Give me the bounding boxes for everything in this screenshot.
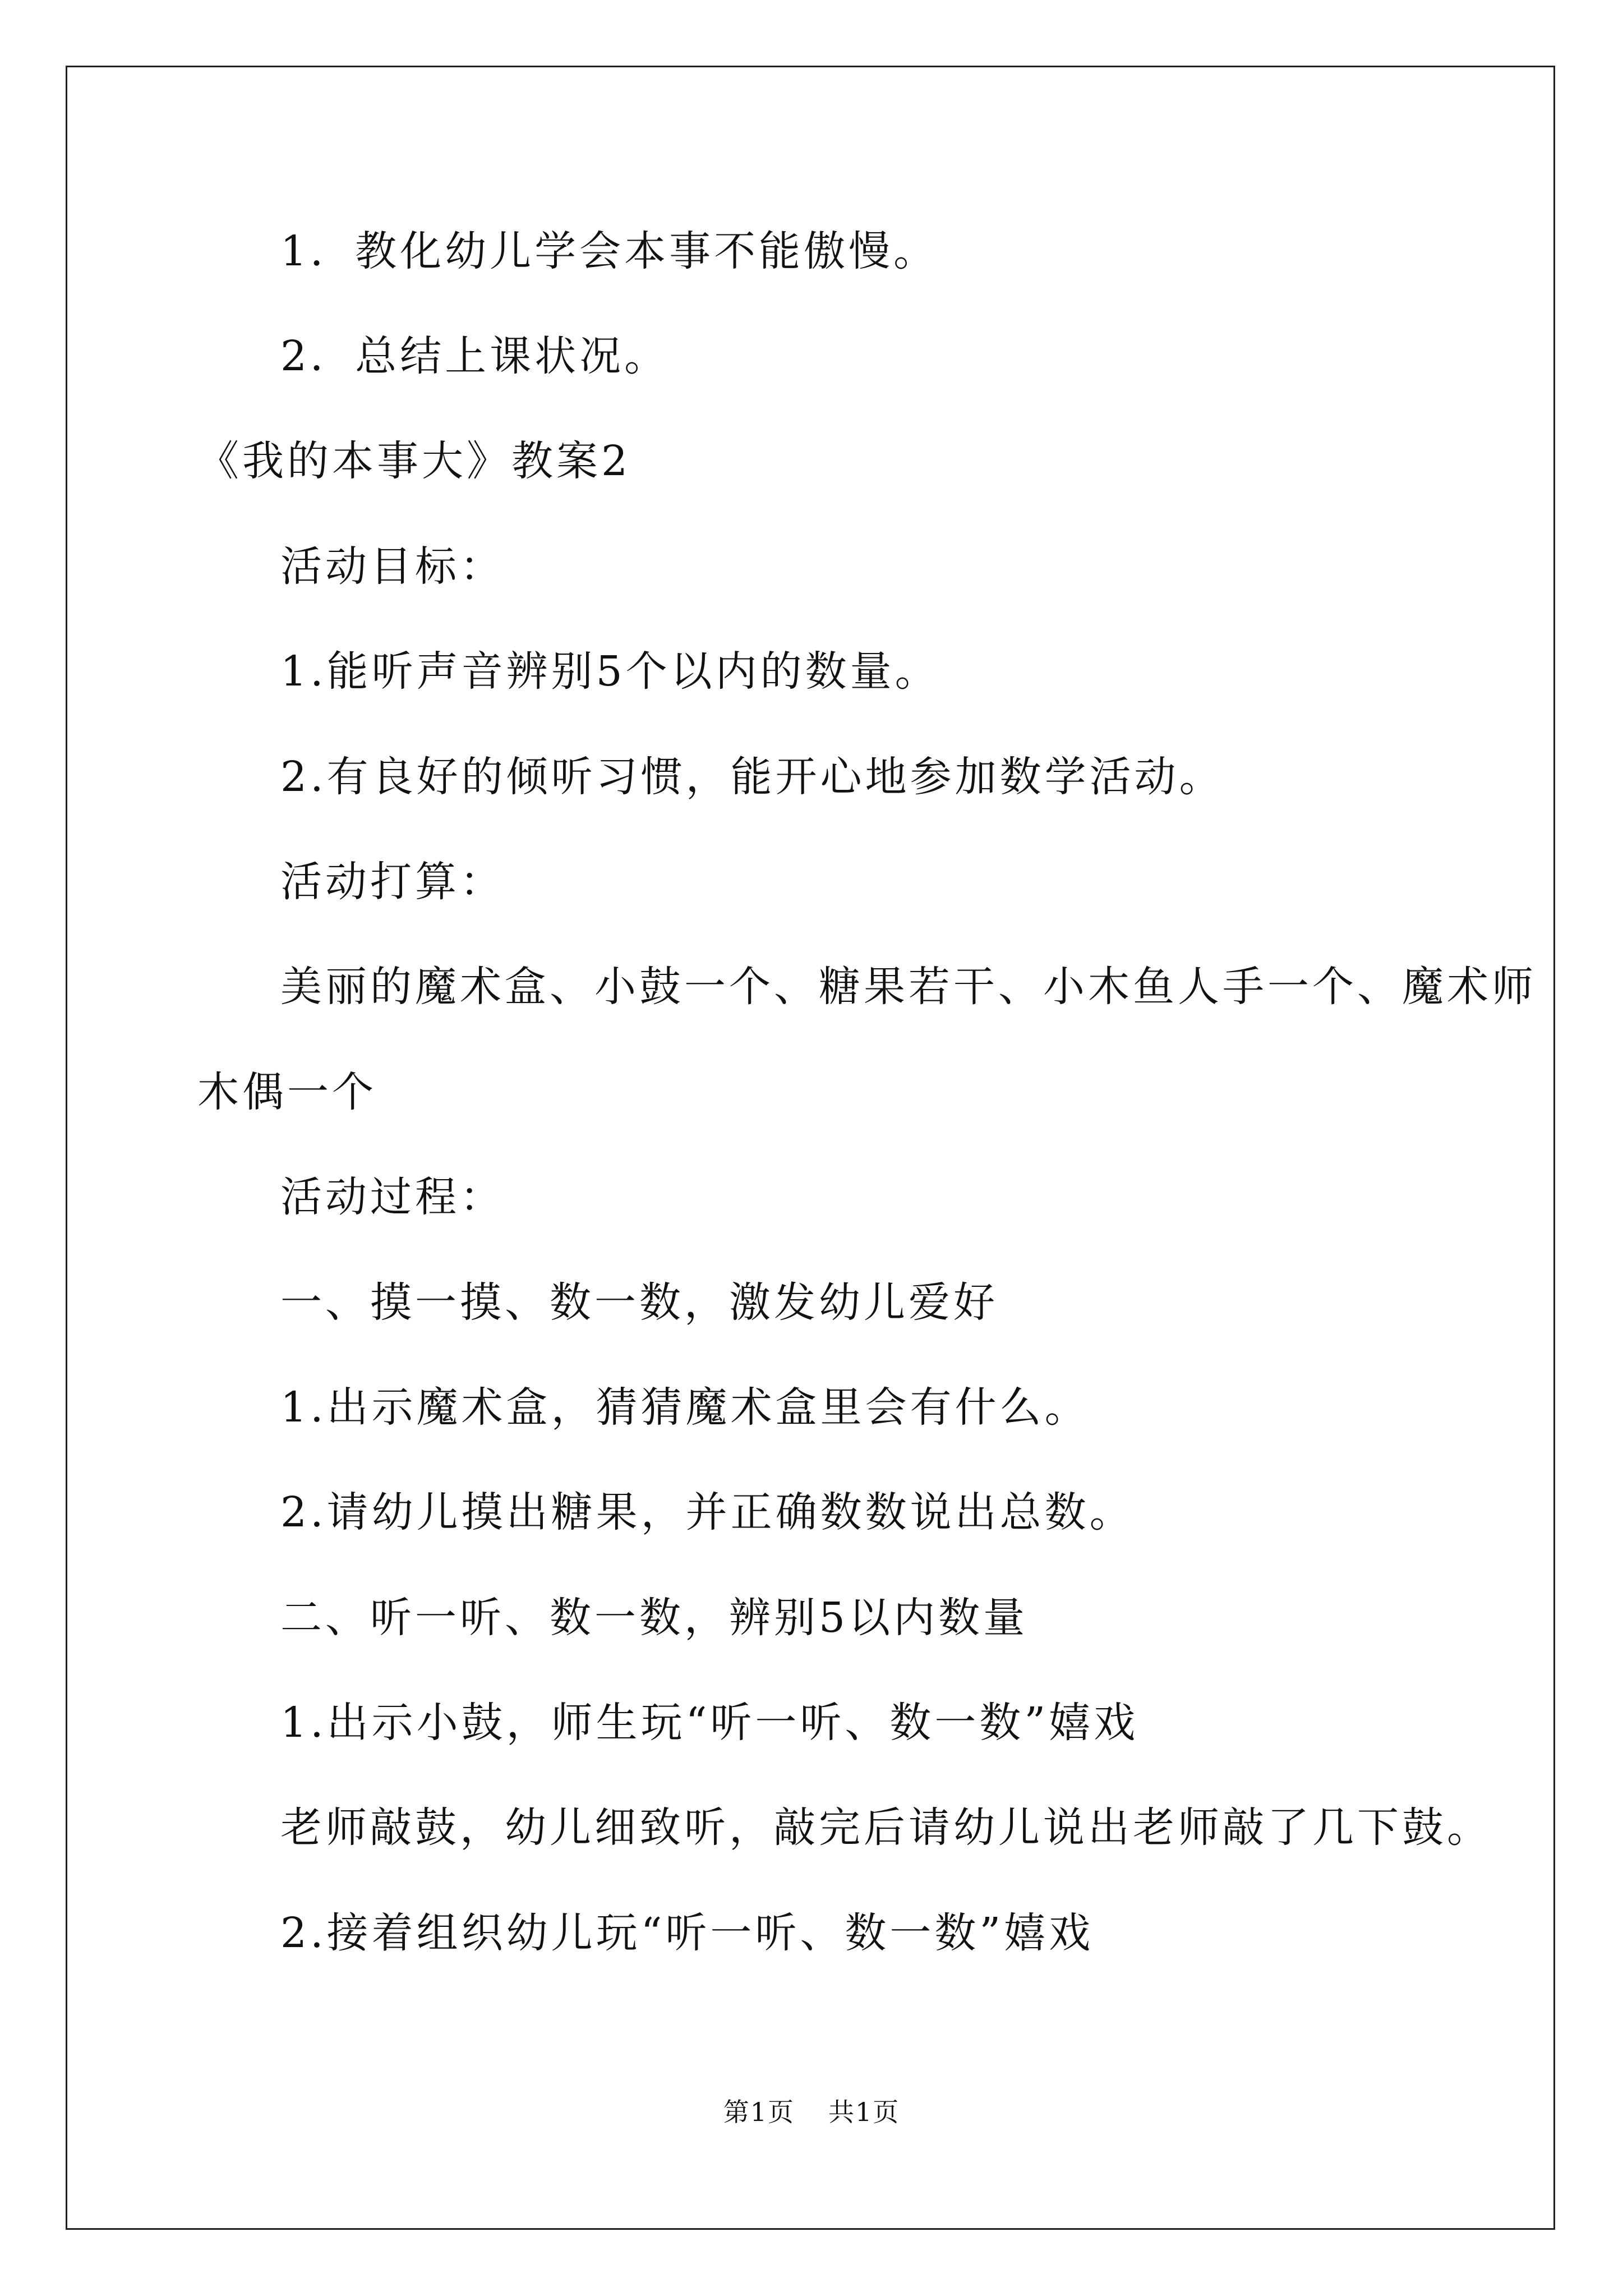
paragraph-step-two: 二、听一听、数一数，辨别5以内数量 [280,1594,1029,1642]
section-heading: 《我的本事大》教案2 [197,437,631,485]
paragraph-activity-goals: 活动目标： [280,542,505,591]
paragraph-step-one-1: 1.出示魔术盒，猜猜魔术盒里会有什么。 [280,1383,1090,1432]
paragraph-step-two-2: 2.接着组织幼儿玩“听一听、数一数”嬉戏 [280,1909,1094,1957]
paragraph-materials-cont: 木偶一个 [197,1068,377,1116]
paragraph-step-two-1: 1.出示小鼓，师生玩“听一听、数一数”嬉戏 [280,1699,1139,1747]
total-pages-label: 共1页 [828,2097,900,2127]
paragraph-materials: 美丽的魔术盒、小鼓一个、糖果若干、小木鱼人手一个、魔术师 [280,963,1537,1011]
paragraph-activity-process: 活动过程： [280,1173,505,1221]
page-footer [0,2095,1623,2129]
paragraph-step-one-2: 2.请幼儿摸出糖果，并正确数数说出总数。 [280,1488,1135,1536]
paragraph-goal-1: 1.能听声音辨别5个以内的数量。 [280,647,940,696]
paragraph-1: 1．教化幼儿学会本事不能傲慢。 [280,227,939,275]
paragraph-2: 2．总结上课状况。 [280,332,670,380]
page-border [66,66,1555,2230]
paragraph-activity-prep: 活动打算： [280,858,505,906]
current-page-label: 第1页 [723,2097,795,2127]
paragraph-goal-2: 2.有良好的倾听习惯，能开心地参加数学活动。 [280,753,1224,801]
paragraph-step-two-detail: 老师敲鼓，幼儿细致听，敲完后请幼儿说出老师敲了几下鼓。 [280,1803,1492,1852]
paragraph-step-one: 一、摸一摸、数一数，激发幼儿爱好 [280,1278,998,1327]
